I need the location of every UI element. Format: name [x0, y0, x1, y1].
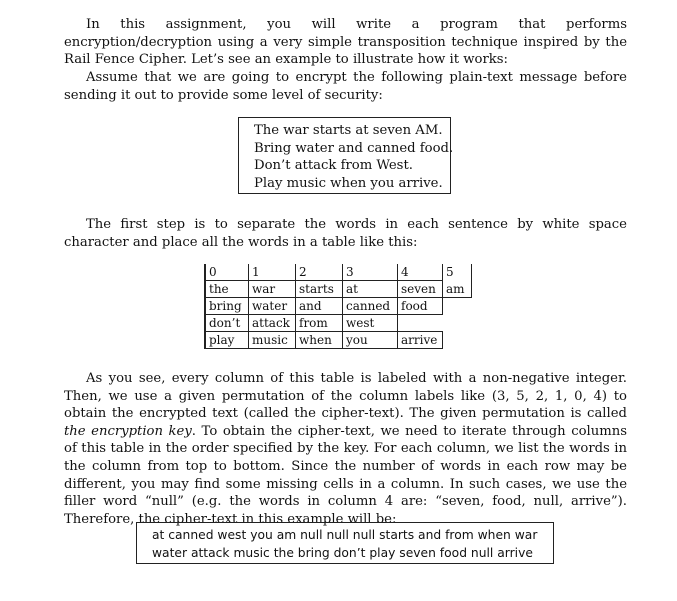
ciphertext-box — [136, 522, 554, 564]
table-cell: don’t — [205, 315, 249, 332]
table-cell: the — [205, 281, 249, 298]
table-cell: seven — [398, 281, 443, 298]
table-cell: starts — [296, 281, 343, 298]
table-cell: at — [343, 281, 398, 298]
empty-cell — [443, 315, 472, 332]
column-label: 5 — [443, 264, 472, 281]
table-cell: attack — [249, 315, 296, 332]
table-row — [205, 281, 472, 298]
explanation-text-continued: . To obtain the cipher-text, we need to iterate through columns of this table in the order specified by the key. For each column, we list the words in the column from top to bottom. Since the number of words in each row may be different, you may find some missing cells in a column. In such cases, we use the filler word “null” (e.g. the words in column 4 are: “seven, food, null, arrive”). Therefore, the cipher-text in this example will be: — [64, 423, 627, 527]
table-cell: water — [249, 298, 296, 315]
intro-paragraph: In this assignment, you will write a program that performs encryption/decryption using a very simple transposition technique inspired by the Rail Fence Cipher. Let’s see an example to illustrate how it works: — [64, 17, 627, 68]
ciphertext-line: water attack music the bring don’t play seven food null arrive — [152, 545, 533, 560]
column-label: 1 — [249, 264, 296, 281]
plaintext-line: The war starts at seven AM. — [254, 123, 443, 138]
empty-cell — [443, 298, 472, 315]
table-cell: from — [296, 315, 343, 332]
table-row — [205, 332, 472, 349]
table-cell: when — [296, 332, 343, 349]
plaintext-line: Don’t attack from West. — [254, 158, 413, 173]
first-step-paragraph: The first step is to separate the words in each sentence by white space character and place all the words in a table like this: — [64, 217, 627, 250]
column-label: 2 — [296, 264, 343, 281]
plaintext-message-box — [238, 117, 454, 194]
table-cell: bring — [205, 298, 249, 315]
table-cell: you — [343, 332, 398, 349]
plaintext-line: Bring water and canned food. — [254, 140, 454, 156]
table-row — [205, 298, 472, 315]
column-label: 4 — [398, 264, 443, 281]
explanation-text: As you see, every column of this table is labeled with a non-negative integer. Then, we use a given permutation of the column labels like (3, 5, 2, 1, 0, 4) to obtain the encrypted text (called the cipher-text). The given permutation is called — [64, 371, 627, 422]
table-cell: am — [443, 281, 472, 298]
table-header-row — [205, 264, 472, 281]
table-cell: play — [205, 332, 249, 349]
word-table — [204, 264, 472, 349]
column-label: 0 — [205, 264, 249, 281]
table-cell: war — [249, 281, 296, 298]
table-cell: west — [343, 315, 398, 332]
column-label: 3 — [343, 264, 398, 281]
table-cell: canned — [343, 298, 398, 315]
table-cell: food — [398, 298, 443, 315]
table-cell: and — [296, 298, 343, 315]
empty-cell — [443, 332, 472, 349]
plaintext-line: Play music when you arrive. — [254, 175, 443, 191]
table-row — [205, 315, 472, 332]
explanation-paragraph — [64, 370, 627, 528]
table-cell: arrive — [398, 332, 443, 349]
ciphertext-line: at canned west you am null null null starts and from when war — [152, 528, 538, 542]
assumption-paragraph: Assume that we are going to encrypt the following plain-text message before sending it out to provide some level of security: — [64, 70, 627, 103]
empty-cell — [398, 315, 443, 332]
encryption-key-term: the encryption key — [64, 423, 192, 439]
table-cell: music — [249, 332, 296, 349]
